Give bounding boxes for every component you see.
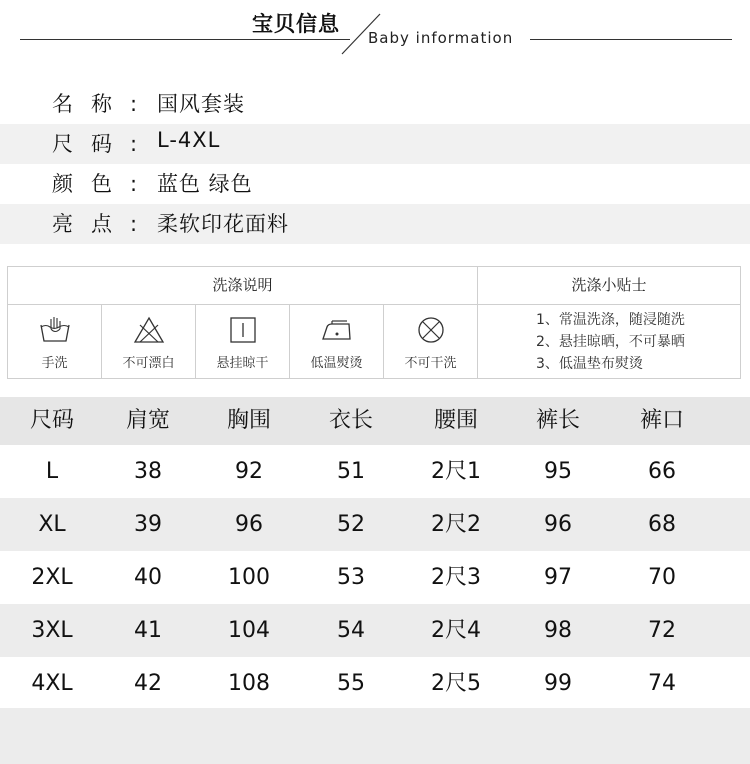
header-rule-left (20, 39, 350, 40)
wash-tip: 2、悬挂晾晒，不可暴晒 (536, 334, 685, 350)
no-bleach-icon (132, 315, 166, 345)
wash-cell-no-bleach (102, 305, 196, 378)
wash-icons-row (8, 305, 477, 378)
table-cell: 99 (544, 671, 572, 696)
wash-label: 低温熨烫 (310, 356, 363, 371)
table-cell: 96 (544, 512, 572, 537)
table-cell: 54 (337, 618, 365, 643)
table-row (0, 445, 750, 498)
column-header: 裤口 (639, 408, 684, 433)
hang-dry-icon (226, 315, 260, 345)
wash-label: 手洗 (41, 356, 68, 371)
table-cell: 2尺4 (431, 618, 481, 643)
wash-instructions-title: 洗涤说明 (8, 267, 477, 305)
table-row (0, 657, 750, 710)
table-cell: 3XL (31, 618, 73, 643)
table-row (0, 604, 750, 657)
table-cell: 2尺5 (431, 671, 481, 696)
table-cell: 42 (134, 671, 162, 696)
table-cell: L (45, 459, 59, 484)
header-title-en: Baby information (368, 29, 514, 47)
no-dry-clean-icon (414, 315, 448, 345)
table-cell: 98 (544, 618, 572, 643)
hand-wash-icon (38, 315, 72, 345)
column-header: 腰围 (433, 408, 478, 433)
wash-instructions (8, 267, 478, 378)
table-cell: 95 (544, 459, 572, 484)
column-header: 尺码 (29, 408, 74, 433)
table-cell: 38 (134, 459, 162, 484)
table-row (0, 551, 750, 604)
table-cell: 100 (228, 565, 270, 590)
info-value: 国风套装 (157, 92, 245, 116)
low-iron-icon (319, 315, 355, 345)
size-table (0, 397, 750, 710)
wash-tip: 1、常温洗涤，随浸随洗 (536, 312, 685, 328)
table-cell: 96 (235, 512, 263, 537)
table-cell: XL (38, 512, 66, 537)
wash-cell-hang-dry (196, 305, 290, 378)
wash-label: 不可干洗 (404, 356, 457, 371)
table-cell: 72 (648, 618, 676, 643)
wash-cell-hand-wash (8, 305, 102, 378)
table-cell: 4XL (31, 671, 73, 696)
info-label: 尺码: (52, 132, 156, 156)
info-value: 蓝色 绿色 (157, 172, 253, 196)
info-row-color (0, 164, 750, 204)
info-value: L-4XL (157, 128, 221, 152)
table-cell: 41 (134, 618, 162, 643)
wash-tips-title: 洗涤小贴士 (478, 267, 740, 305)
info-row-highlight (0, 204, 750, 244)
wash-label: 不可漂白 (122, 356, 175, 371)
wash-tips (478, 267, 740, 378)
size-table-header (0, 397, 750, 445)
column-header: 衣长 (328, 408, 373, 433)
table-cell: 68 (648, 512, 676, 537)
wash-instructions-box (7, 266, 741, 379)
section-header (0, 0, 750, 60)
table-cell: 70 (648, 565, 676, 590)
table-cell: 74 (648, 671, 676, 696)
table-cell: 53 (337, 565, 365, 590)
table-cell: 2尺1 (431, 459, 481, 484)
info-label: 名称: (52, 92, 156, 116)
wash-cell-no-dry-clean (384, 305, 477, 378)
wash-cell-low-iron (290, 305, 384, 378)
table-cell: 2尺2 (431, 512, 481, 537)
table-cell: 2尺3 (431, 565, 481, 590)
column-header: 胸围 (226, 408, 271, 433)
column-header: 肩宽 (125, 408, 170, 433)
header-rule-right (530, 39, 732, 40)
table-cell: 40 (134, 565, 162, 590)
table-cell: 66 (648, 459, 676, 484)
header-title-cn: 宝贝信息 (252, 12, 340, 36)
table-cell: 39 (134, 512, 162, 537)
table-cell: 2XL (31, 565, 73, 590)
info-row-name (0, 84, 750, 124)
table-cell: 104 (228, 618, 270, 643)
info-label: 颜色: (52, 172, 156, 196)
info-row-size (0, 124, 750, 164)
table-cell: 97 (544, 565, 572, 590)
column-header: 裤长 (535, 408, 580, 433)
wash-tips-list (478, 305, 740, 375)
table-cell: 51 (337, 459, 365, 484)
table-cell: 55 (337, 671, 365, 696)
table-cell: 52 (337, 512, 365, 537)
table-cell: 92 (235, 459, 263, 484)
table-cell: 108 (228, 671, 270, 696)
info-value: 柔软印花面料 (157, 212, 289, 236)
table-row (0, 498, 750, 551)
info-label: 亮点: (52, 212, 156, 236)
wash-tip: 3、低温垫布熨烫 (536, 356, 643, 372)
wash-label: 悬挂晾干 (216, 356, 269, 371)
product-info (0, 84, 750, 244)
footer-band (0, 708, 750, 764)
